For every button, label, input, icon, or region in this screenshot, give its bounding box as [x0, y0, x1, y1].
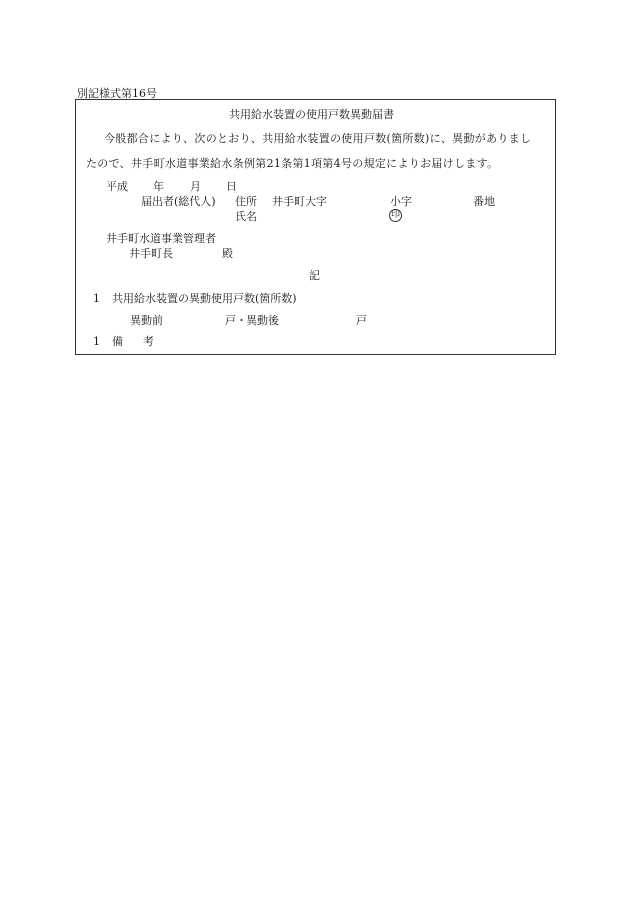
address-banchi: 番地 — [473, 195, 495, 208]
ki-heading: 記 — [309, 269, 320, 282]
item-label-remarks: 備考 — [112, 335, 174, 348]
address-koaza: 小字 — [390, 195, 412, 208]
item-label-usage-count: 共用給水装置の異動使用戸数(箇所数) — [112, 292, 297, 305]
seal-icon: 印 — [390, 210, 400, 220]
date-year-label: 年 — [153, 180, 164, 193]
body-text-line-1: 今般都合により、次のとおり、共用給水装置の使用戸数(箇所数)に、異動がありまし — [104, 132, 532, 145]
after-count-label: 異動後 — [246, 314, 279, 327]
address-town: 井手町大字 — [272, 195, 327, 208]
date-month-label: 月 — [190, 180, 201, 193]
addressee-title: 井手町長 — [129, 247, 173, 260]
form-number: 別記様式第16号 — [77, 87, 157, 100]
applicant-label: 届出者(総代人) — [141, 195, 216, 208]
address-label: 住所 — [235, 195, 257, 208]
item-number: 1 — [93, 335, 100, 348]
date-era: 平成 — [106, 180, 128, 193]
body-text-line-2: たので、井手町水道事業給水条例第21条第1項第4号の規定によりお届けします。 — [86, 157, 499, 170]
after-count-unit: 戸 — [356, 314, 367, 327]
form-box — [75, 99, 556, 355]
before-count-unit: 戸・ — [225, 314, 247, 327]
date-day-label: 日 — [226, 180, 237, 193]
before-count-label: 異動前 — [130, 314, 163, 327]
item-number: 1 — [93, 292, 100, 305]
addressee-org: 井手町水道事業管理者 — [106, 232, 216, 245]
form-title: 共用給水装置の使用戸数異動届書 — [229, 108, 394, 121]
addressee-honorific: 殿 — [222, 247, 233, 260]
name-label: 氏名 — [235, 210, 257, 223]
